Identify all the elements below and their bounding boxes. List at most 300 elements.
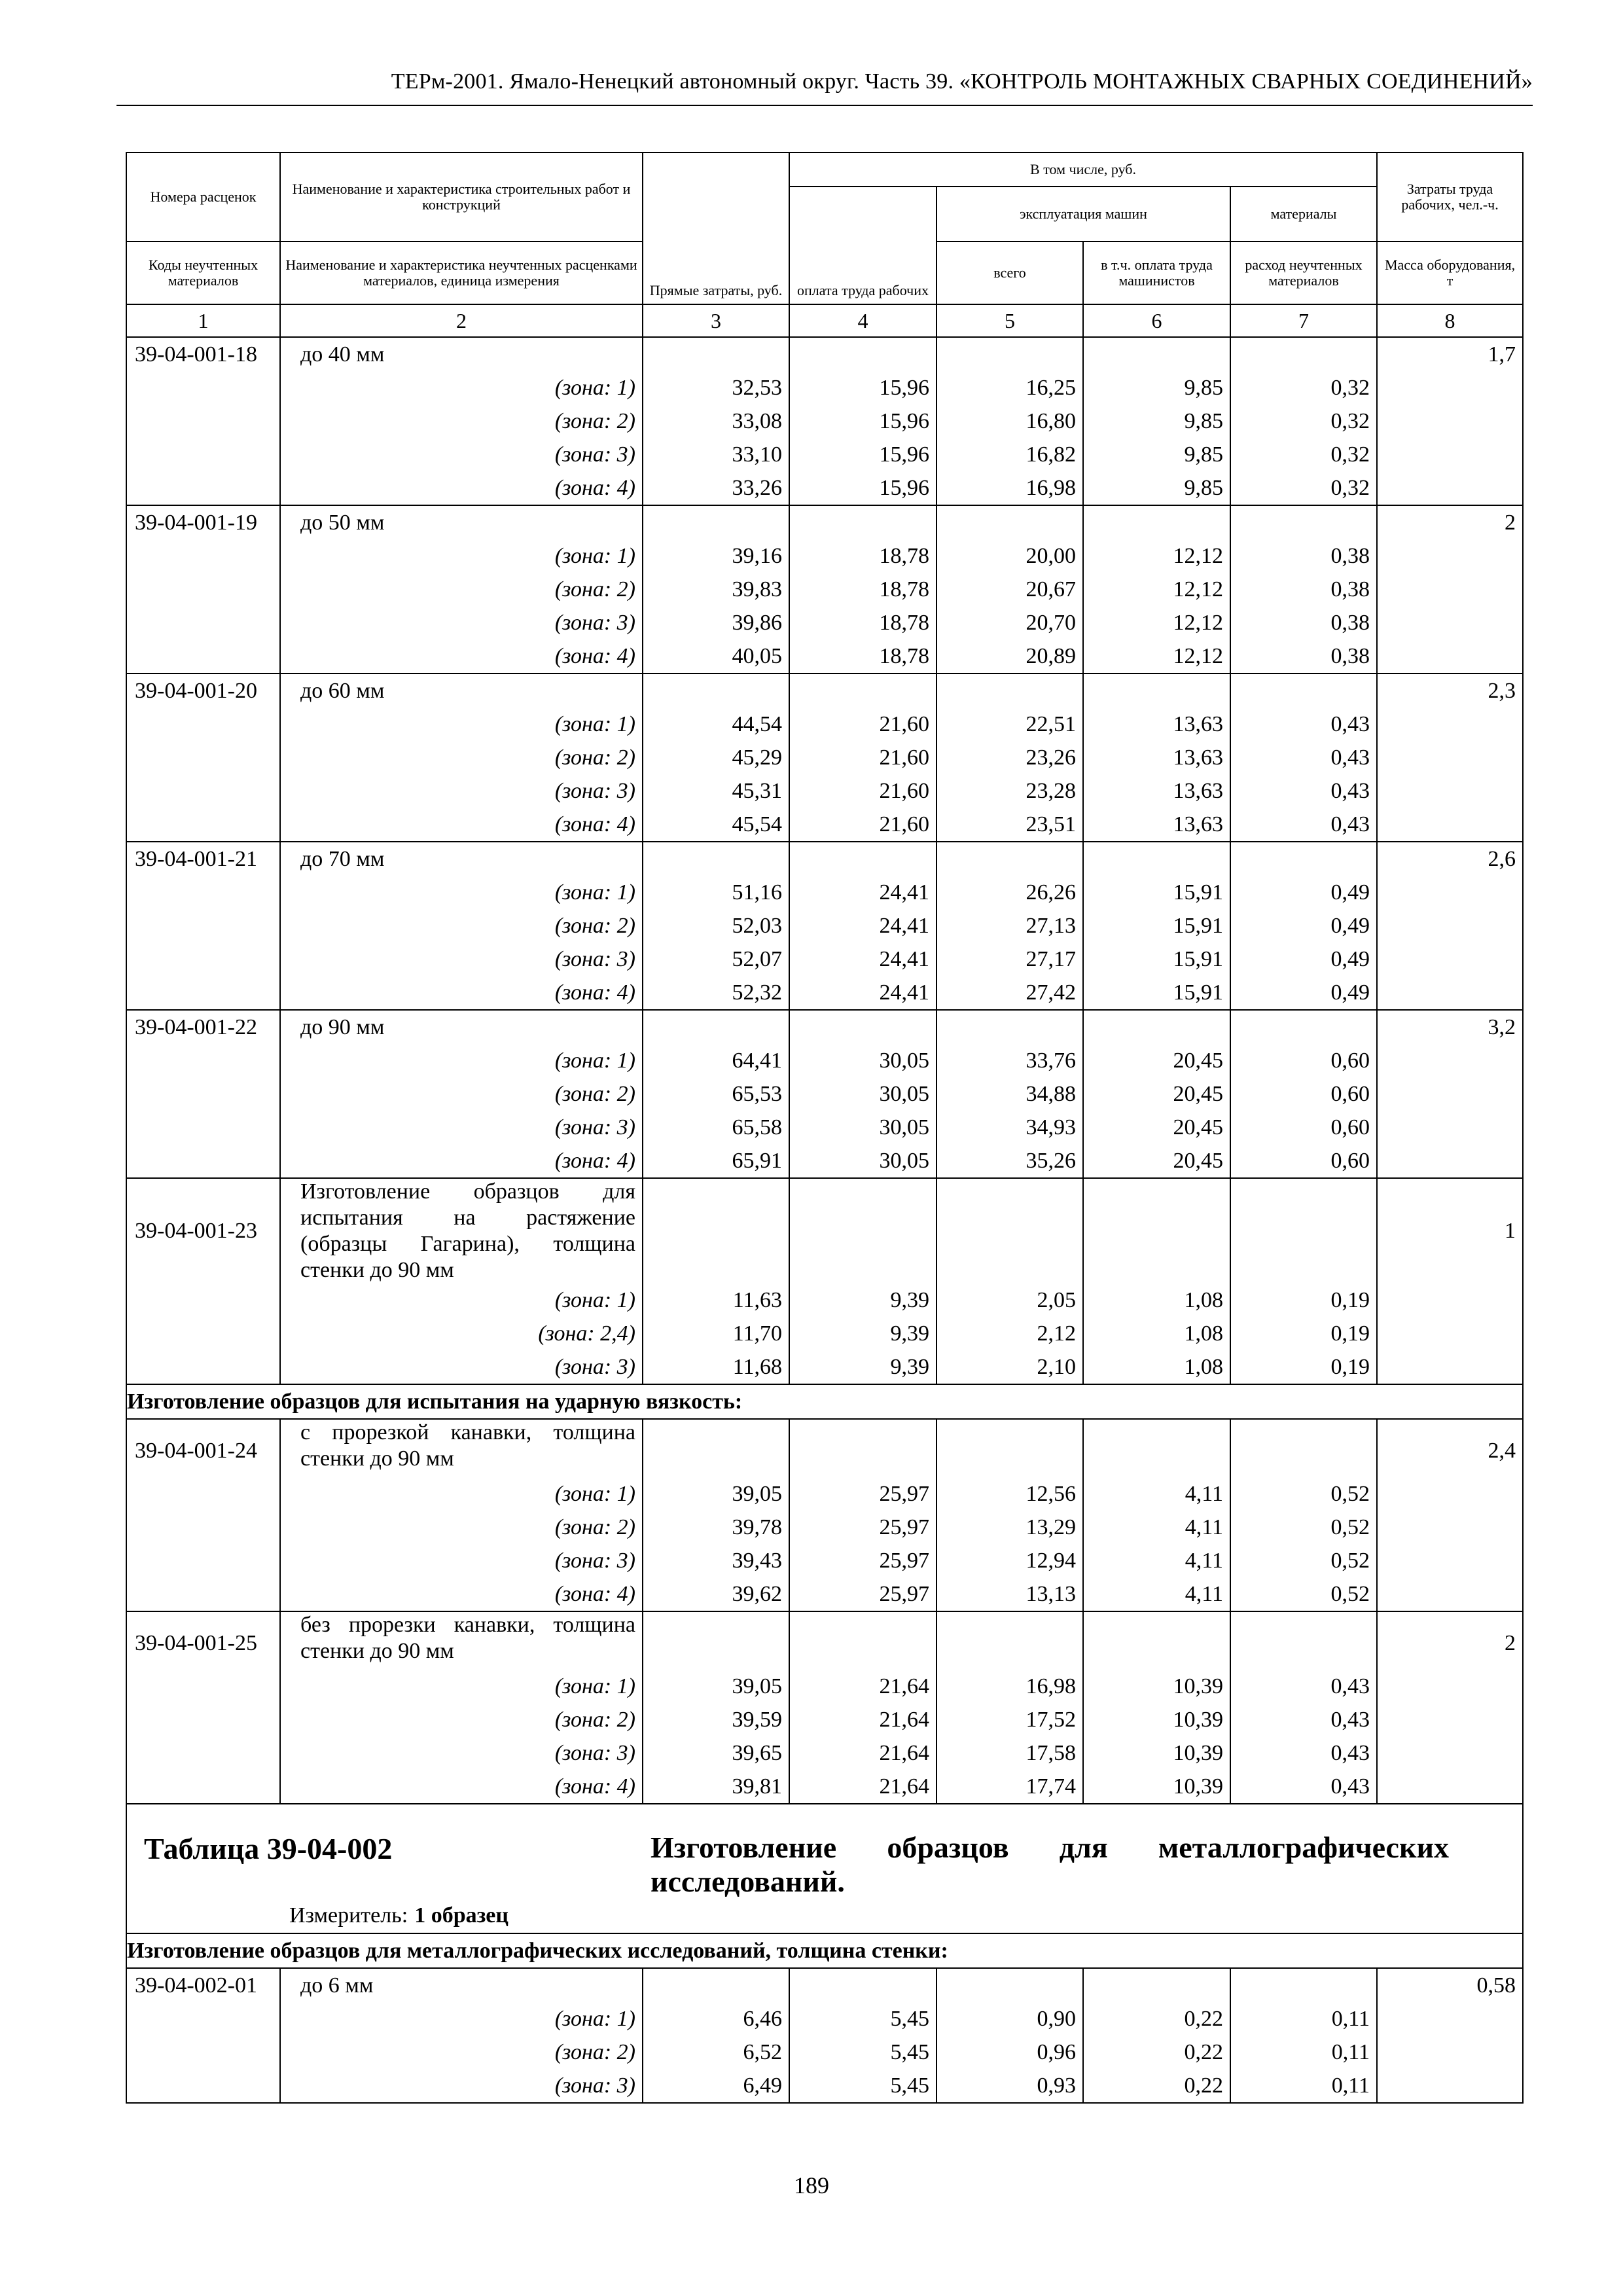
zone-value: 13,63 [1173,712,1223,736]
zone-value: 0,22 [1184,2040,1223,2064]
zone-value: 0,43 [1330,1774,1370,1799]
zone-value: 21,60 [879,812,929,836]
value-cell [789,1010,936,1178]
meter-value: 1 образец [414,1903,508,1928]
zone-value: 2,12 [1037,1321,1076,1346]
name-spacer [937,338,1076,371]
name-spacer [1231,1969,1370,2002]
zone-value: 33,76 [1026,1049,1076,1073]
zone-value: 12,94 [1026,1549,1076,1573]
zone-value: 11,63 [732,1288,782,1312]
zone-value: 4,11 [1185,1515,1223,1539]
name-spacer [937,1011,1076,1044]
labor-mass-value: 2,3 [1488,679,1516,703]
labor-mass-value: 1 [1505,1219,1516,1243]
rate-code-cell [126,505,280,673]
zone-value: 25,97 [879,1515,929,1539]
zone-value: 11,68 [732,1355,782,1379]
zone-label: (зона: 3) [554,611,635,635]
name-spacer [1084,1612,1223,1670]
zone-value: 30,05 [879,1149,929,1173]
zone-value: 2,05 [1037,1288,1076,1312]
zone-value: 18,78 [879,644,929,668]
zone-value: 65,53 [732,1082,782,1106]
zone-value: 4,11 [1185,1582,1223,1606]
zone-value: 21,60 [879,779,929,803]
value-cell [1230,1419,1377,1611]
zone-label: (зона: 4) [554,1149,635,1173]
zone-value: 16,98 [1026,476,1076,500]
zone-label: (зона: 1) [554,880,635,905]
zone-value: 9,85 [1184,476,1223,500]
zone-value: 5,45 [890,2040,929,2064]
mass-cell [1377,1010,1523,1178]
zone-value: 21,64 [879,1741,929,1765]
rate-code: 39-04-001-22 [135,1015,257,1039]
zone-value: 9,39 [890,1355,929,1379]
zone-value: 15,91 [1173,880,1223,905]
zone-value: 17,74 [1026,1774,1076,1799]
value-cell [1083,1419,1230,1611]
zone-value: 0,43 [1330,1741,1370,1765]
name-spacer [790,1420,929,1477]
rate-code-cell [126,1968,280,2103]
rate-code: 39-04-001-21 [135,847,257,871]
zone-value: 21,64 [879,1708,929,1732]
value-cell [1230,1010,1377,1178]
name-spacer [1231,674,1370,708]
zone-value: 52,07 [732,947,782,971]
zone-value: 27,13 [1026,914,1076,938]
zone-value: 11,70 [732,1321,782,1346]
header-col6: в т.ч. оплата труда машинистов [1083,242,1230,304]
name-spacer [790,506,929,539]
value-cell [936,1419,1083,1611]
value-cell [789,1968,936,2103]
zone-value: 23,26 [1026,745,1076,770]
zone-value: 27,17 [1026,947,1076,971]
zone-value: 17,58 [1026,1741,1076,1765]
rate-row [126,1010,1523,1178]
header-row-1 [126,152,1523,187]
labor-mass-value: 2,6 [1488,847,1516,871]
section-impact-row [126,1384,1523,1419]
name-spacer [643,674,782,708]
value-cell [936,1611,1083,1804]
rate-name-cell [280,1419,643,1611]
table2-title: Изготовление образцов для металлографических исследований. [651,1831,1449,1898]
zone-label: (зона: 2) [554,2040,635,2064]
column-number: 4 [789,304,936,337]
zone-label: (зона: 4) [554,1582,635,1606]
column-number: 3 [643,304,789,337]
zone-label: (зона: 1) [554,1482,635,1506]
name-spacer [643,842,782,876]
mass-cell [1377,1419,1523,1611]
rate-name-cell [280,673,643,842]
rate-code: 39-04-001-20 [135,679,257,703]
name-spacer [643,1011,782,1044]
zone-value: 51,16 [732,880,782,905]
zone-value: 17,52 [1026,1708,1076,1732]
zone-value: 65,91 [732,1149,782,1173]
zone-value: 33,08 [732,409,782,433]
zone-value: 9,85 [1184,409,1223,433]
zone-value: 30,05 [879,1049,929,1073]
rate-row [126,842,1523,1010]
zone-value: 5,45 [890,2073,929,2098]
zone-value: 10,39 [1173,1708,1223,1732]
value-cell [1083,337,1230,505]
zone-value: 45,54 [732,812,782,836]
value-cell [936,1178,1083,1384]
zone-value: 0,49 [1330,947,1370,971]
table2-caption [127,1804,1522,1933]
section-title: Изготовление образцов для испытания на ударную вязкость: [126,1384,1523,1419]
zone-label: (зона: 2) [554,1082,635,1106]
zone-value: 12,12 [1173,611,1223,635]
zone-value: 25,97 [879,1549,929,1573]
value-cell [643,1611,789,1804]
zone-value: 9,39 [890,1288,929,1312]
rate-code: 39-04-001-19 [135,511,257,535]
name-spacer [1231,1612,1370,1670]
zone-value: 15,96 [879,442,929,467]
value-cell [936,1968,1083,2103]
name-spacer [1084,506,1223,539]
zone-value: 0,96 [1037,2040,1076,2064]
zone-value: 16,98 [1026,1674,1076,1698]
zone-label: (зона: 3) [554,2073,635,2098]
name-spacer [937,842,1076,876]
rate-name: до 40 мм [300,342,385,367]
zone-value: 12,12 [1173,544,1223,568]
header-rule [116,105,1533,106]
value-cell [1230,1178,1377,1384]
value-cell [1083,1010,1230,1178]
rate-code: 39-04-001-18 [135,342,257,367]
zone-label: (зона: 1) [554,376,635,400]
zone-value: 15,91 [1173,914,1223,938]
column-number: 2 [280,304,643,337]
value-cell [789,842,936,1010]
value-cell [1083,505,1230,673]
name-spacer [643,1420,782,1477]
value-cell [643,1178,789,1384]
zone-value: 20,45 [1173,1115,1223,1139]
zone-value: 0,60 [1330,1082,1370,1106]
zone-value: 1,08 [1184,1355,1223,1379]
zone-label: (зона: 2) [554,409,635,433]
zone-value: 1,08 [1184,1321,1223,1346]
section-metallographic-row [126,1933,1523,1968]
zone-label: (зона: 3) [554,947,635,971]
name-spacer [1084,1179,1223,1283]
value-cell [643,842,789,1010]
zone-label: (зона: 4) [554,476,635,500]
zone-value: 32,53 [732,376,782,400]
zone-value: 0,43 [1330,812,1370,836]
zone-value: 6,46 [743,2007,782,2031]
zone-label: (зона: 4) [554,1774,635,1799]
zone-value: 39,05 [732,1674,782,1698]
name-spacer [790,1969,929,2002]
zone-value: 25,97 [879,1582,929,1606]
zone-value: 52,32 [732,980,782,1005]
value-cell [1230,842,1377,1010]
rate-row [126,1178,1523,1384]
header-col7-top: материалы [1230,187,1377,242]
zone-value: 5,45 [890,2007,929,2031]
zone-value: 21,60 [879,712,929,736]
zone-value: 0,43 [1330,1674,1370,1698]
rates-table-body [126,152,1523,2103]
zone-value: 13,63 [1173,745,1223,770]
header-col4: оплата труда рабочих [789,187,936,304]
zone-value: 0,52 [1330,1549,1370,1573]
rate-code: 39-04-001-25 [135,1631,257,1655]
zone-value: 15,91 [1173,980,1223,1005]
zone-value: 0,60 [1330,1149,1370,1173]
zone-value: 10,39 [1173,1741,1223,1765]
value-cell [1083,673,1230,842]
zone-value: 44,54 [732,712,782,736]
rate-row [126,1611,1523,1804]
zone-value: 0,32 [1330,476,1370,500]
zone-value: 0,52 [1330,1515,1370,1539]
rate-row [126,1419,1523,1611]
zone-label: (зона: 2,4) [538,1321,635,1346]
zone-value: 21,60 [879,745,929,770]
zone-value: 39,43 [732,1549,782,1573]
mass-cell [1377,1968,1523,2103]
rate-name-cell [280,842,643,1010]
name-spacer [1231,842,1370,876]
zone-value: 18,78 [879,611,929,635]
rate-code-cell [126,1419,280,1611]
name-spacer [1231,1179,1370,1283]
name-spacer [790,674,929,708]
zone-label: (зона: 3) [554,1549,635,1573]
zone-value: 0,93 [1037,2073,1076,2098]
rates-table-wrapper [126,152,1522,2104]
zone-value: 0,32 [1330,442,1370,467]
zone-value: 20,70 [1026,611,1076,635]
zone-value: 20,45 [1173,1049,1223,1073]
zone-value: 6,52 [743,2040,782,2064]
labor-mass-value: 0,58 [1476,1973,1516,1998]
value-cell [1083,1968,1230,2103]
value-cell [936,337,1083,505]
zone-value: 0,11 [1331,2073,1370,2098]
zone-value: 0,19 [1330,1321,1370,1346]
rate-name: без прорезки канавки, толщина стенки до 90 мм [300,1613,635,1663]
zone-label: (зона: 2) [554,1708,635,1732]
zone-value: 2,10 [1037,1355,1076,1379]
zone-value: 64,41 [732,1049,782,1073]
zone-label: (зона: 2) [554,577,635,601]
zone-value: 39,65 [732,1741,782,1765]
zone-value: 9,85 [1184,442,1223,467]
name-spacer [790,842,929,876]
zone-value: 39,16 [732,544,782,568]
name-spacer [1084,1969,1223,2002]
column-number: 8 [1377,304,1523,337]
value-cell [1230,1968,1377,2103]
rate-name-cell [280,337,643,505]
zone-value: 20,00 [1026,544,1076,568]
name-spacer [1231,1011,1370,1044]
zone-label: (зона: 1) [554,712,635,736]
table2-label: Таблица 39-04-002 [144,1832,393,1865]
rate-name: до 50 мм [300,511,385,535]
zone-label: (зона: 1) [554,2007,635,2031]
value-cell [643,1968,789,2103]
rate-code-cell [126,1178,280,1384]
rate-code-cell [126,842,280,1010]
zone-value: 15,91 [1173,947,1223,971]
zone-value: 0,52 [1330,1582,1370,1606]
zone-value: 0,43 [1330,745,1370,770]
name-spacer [937,1969,1076,2002]
name-spacer [790,1179,929,1283]
zone-value: 0,43 [1330,1708,1370,1732]
zone-value: 24,41 [879,980,929,1005]
zone-value: 15,96 [879,409,929,433]
zone-value: 22,51 [1026,712,1076,736]
zone-label: (зона: 4) [554,812,635,836]
zone-value: 0,22 [1184,2073,1223,2098]
zone-value: 27,42 [1026,980,1076,1005]
name-spacer [643,1969,782,2002]
value-cell [643,337,789,505]
name-spacer [790,1011,929,1044]
zone-value: 33,10 [732,442,782,467]
zone-value: 16,82 [1026,442,1076,467]
labor-mass-value: 1,7 [1488,342,1516,367]
zone-value: 18,78 [879,544,929,568]
rate-code-cell [126,673,280,842]
zone-value: 26,26 [1026,880,1076,905]
zone-value: 0,22 [1184,2007,1223,2031]
zone-value: 15,96 [879,376,929,400]
header-col5: всего [936,242,1083,304]
rate-name-cell [280,1611,643,1804]
rate-name: Изготовление образцов для испытания на растяжение (образцы Гагарина), толщина стенки до 90 мм [300,1179,635,1282]
zone-value: 4,11 [1185,1482,1223,1506]
zone-value: 45,29 [732,745,782,770]
zone-value: 20,45 [1173,1149,1223,1173]
zone-value: 10,39 [1173,1774,1223,1799]
zone-label: (зона: 3) [554,1355,635,1379]
header-col8-bottom: Масса оборудования, т [1377,242,1523,304]
rate-name-cell [280,1178,643,1384]
value-cell [643,505,789,673]
zone-label: (зона: 3) [554,442,635,467]
zone-value: 24,41 [879,880,929,905]
rate-code: 39-04-002-01 [135,1973,257,1998]
mass-cell [1377,673,1523,842]
zone-value: 0,60 [1330,1049,1370,1073]
header-col8-top: Затраты труда рабочих, чел.-ч. [1377,152,1523,242]
name-spacer [643,338,782,371]
zone-value: 1,08 [1184,1288,1223,1312]
header-col7-bottom: расход неучтенных материалов [1230,242,1377,304]
value-cell [789,337,936,505]
zone-value: 12,12 [1173,577,1223,601]
zone-value: 9,85 [1184,376,1223,400]
zone-value: 0,52 [1330,1482,1370,1506]
labor-mass-value: 2 [1505,1631,1516,1655]
zone-value: 20,89 [1026,644,1076,668]
table2-caption-row [126,1804,1523,1933]
zone-value: 23,51 [1026,812,1076,836]
zone-value: 65,58 [732,1115,782,1139]
zone-value: 16,25 [1026,376,1076,400]
zone-value: 34,88 [1026,1082,1076,1106]
zone-value: 13,63 [1173,812,1223,836]
zone-value: 13,13 [1026,1582,1076,1606]
zone-value: 16,80 [1026,409,1076,433]
zone-value: 0,38 [1330,611,1370,635]
zone-value: 39,78 [732,1515,782,1539]
section-title: Изготовление образцов для металлографических исследований, толщина стенки: [126,1933,1523,1968]
zone-value: 39,62 [732,1582,782,1606]
name-spacer [643,1179,782,1283]
name-spacer [643,1612,782,1670]
name-spacer [643,506,782,539]
zone-label: (зона: 1) [554,544,635,568]
rate-name: до 60 мм [300,679,385,703]
zone-value: 0,19 [1330,1355,1370,1379]
zone-value: 39,81 [732,1774,782,1799]
value-cell [1230,1611,1377,1804]
header-col2-bottom: Наименование и характеристика неучтенных расценками материалов, единица измерения [280,242,643,304]
zone-label: (зона: 1) [554,1288,635,1312]
zone-value: 9,39 [890,1321,929,1346]
value-cell [936,1010,1083,1178]
name-spacer [1231,338,1370,371]
header-col3: Прямые затраты, руб. [643,152,789,304]
name-spacer [1084,674,1223,708]
rate-name: с прорезкой канавки, толщина стенки до 90 мм [300,1420,635,1471]
zone-label: (зона: 3) [554,1741,635,1765]
name-spacer [790,338,929,371]
zone-value: 23,28 [1026,779,1076,803]
name-spacer [1231,1420,1370,1477]
name-spacer [1084,1011,1223,1044]
value-cell [789,505,936,673]
zone-value: 0,49 [1330,914,1370,938]
rate-name-cell [280,505,643,673]
rates-table [126,152,1524,2104]
value-cell [643,1419,789,1611]
rate-code: 39-04-001-23 [135,1219,257,1243]
rate-row [126,505,1523,673]
value-cell [1230,673,1377,842]
value-cell [643,673,789,842]
zone-value: 45,31 [732,779,782,803]
rate-code: 39-04-001-24 [135,1439,257,1463]
zone-value: 15,96 [879,476,929,500]
mass-cell [1377,842,1523,1010]
zone-value: 21,64 [879,1774,929,1799]
rate-name-cell [280,1968,643,2103]
rate-name: до 90 мм [300,1015,385,1039]
header-group-machines: эксплуатация машин [936,187,1230,242]
value-cell [1083,1178,1230,1384]
zone-value: 24,41 [879,914,929,938]
